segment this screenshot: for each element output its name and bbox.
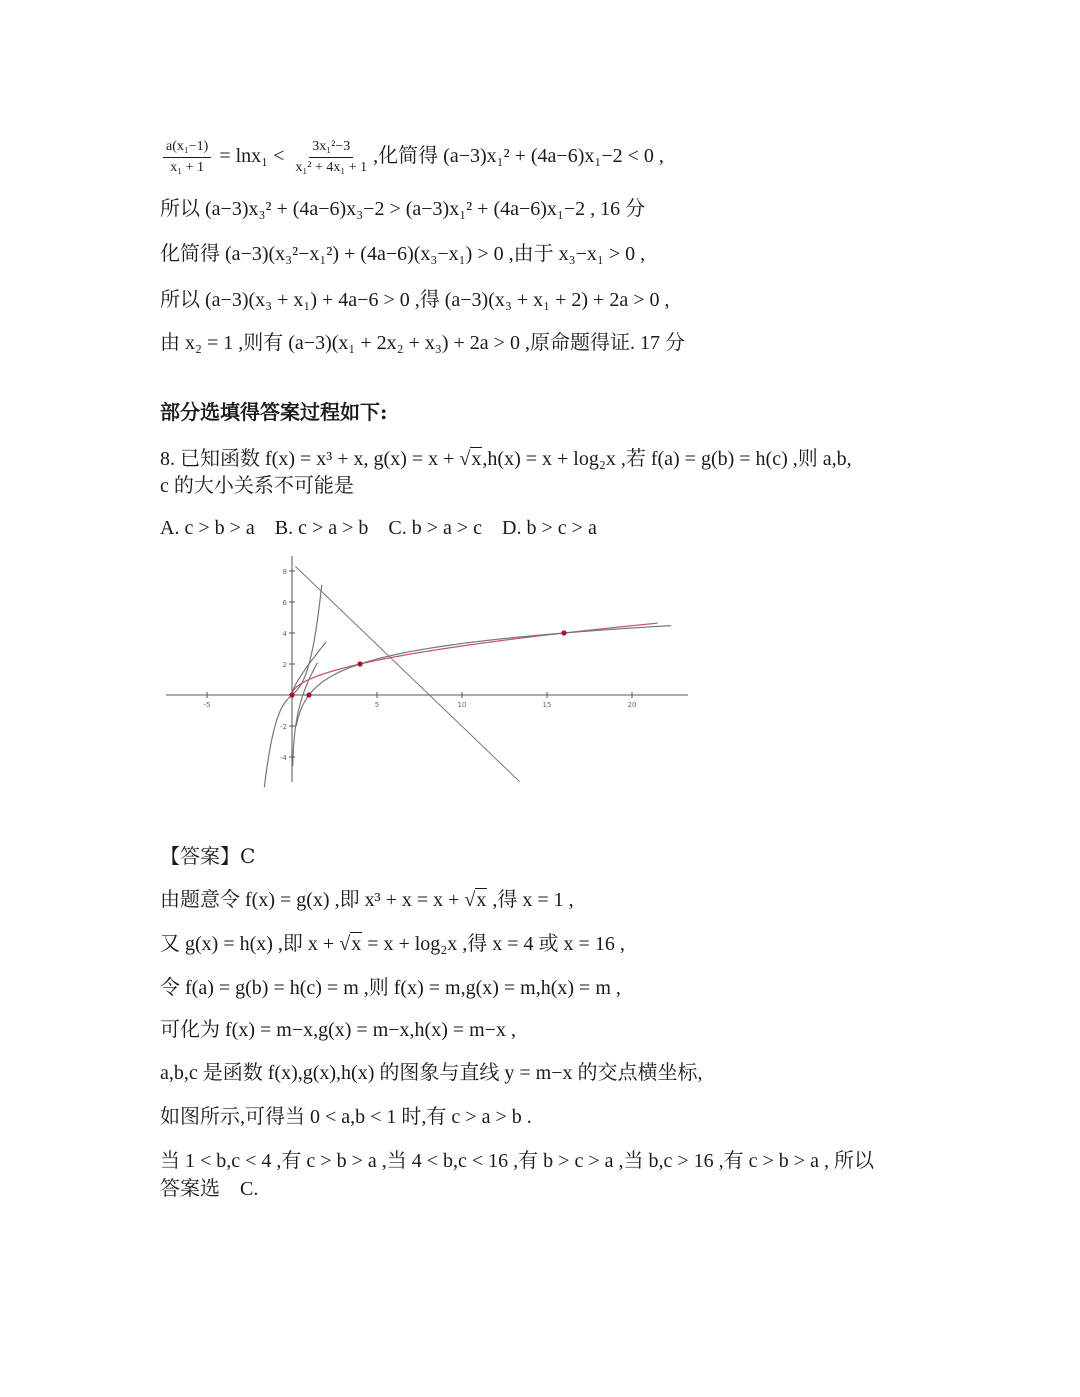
intersection-point xyxy=(289,692,294,697)
answer-line-3: 令 f(a) = g(b) = h(c) = m ,则 f(x) = m,g(x) = m,h(x) = m , xyxy=(160,977,621,999)
sqrt-expression: √x xyxy=(464,889,487,911)
y-tick-label: 6 xyxy=(282,599,287,607)
x-tick-label: 15 xyxy=(542,701,552,709)
proof-line-4: 所以 (a−3)(x₃ + x₁) + 4a−6 > 0 ,得 (a−3)(x₃ + x₁ + 2) + 2a > 0 , xyxy=(160,289,670,311)
sqrt-expression: √x xyxy=(339,933,362,955)
intersection-point xyxy=(306,692,311,697)
fraction-right: $\frac{\text{3x₁²−3}}{\text{x₁² + 4x₁ + 1}}$ xyxy=(295,139,368,175)
intersection-point xyxy=(357,661,362,666)
section-heading: 部分选填得答案过程如下: xyxy=(160,400,388,424)
answer-line-2: 又 g(x) = h(x) ,即 x + √x = x + log₂x ,得 x = 4 或 x = 16 , xyxy=(160,930,625,958)
sqrt-expression: √x xyxy=(459,448,482,470)
curve-h-steep xyxy=(293,663,318,767)
proof-line-5: 由 x₂ = 1 ,则有 (a−3)(x₁ + 2x₂ + x₃) + 2a > 0 ,原命题得证. 17 分 xyxy=(160,332,685,354)
intersection-point xyxy=(561,630,566,635)
proof-line-1: $\frac{\text{a(x₁−1)}}{\text{x₁ + 1}}$ = lnx₁ < $\frac{\text{3x₁²−3}}{\text{x₁² + 4x₁ + 1}}$ ,化简得 (a−3)x₁² + (4a−6)x₁−2 < 0 , xyxy=(160,138,664,177)
fraction-left: $\frac{\text{a(x₁−1)}}{\text{x₁ + 1}}$ xyxy=(163,138,211,177)
answer-line-5: a,b,c 是函数 f(x),g(x),h(x) 的图象与直线 y = m−x 的交点横坐标, xyxy=(160,1062,703,1084)
answer-line-7: 当 1 < b,c < 4 ,有 c > b > a ,当 4 < b,c < 16 ,有 b > c > a ,当 b,c > 16 ,有 c > b > a , 所以 xyxy=(160,1150,874,1172)
proof-line-3: 化简得 (a−3)(x₃²−x₁²) + (4a−6)(x₃−x₁) > 0 ,由于 x₃−x₁ > 0 , xyxy=(160,243,646,265)
y-tick-label: -2 xyxy=(280,723,287,731)
answer-line-8: 答案选 C. xyxy=(160,1178,259,1200)
proof-line-2: 所以 (a−3)x₃² + (4a−6)x₃−2 > (a−3)x₁² + (4a−6)x₁−2 , 16 分 xyxy=(160,198,646,220)
question-line-2: c 的大小关系不可能是 xyxy=(160,475,354,497)
function-graph xyxy=(160,550,700,790)
y-tick-label: -4 xyxy=(280,754,287,762)
answer-line-4: 可化为 f(x) = m−x,g(x) = m−x,h(x) = m−x , xyxy=(160,1019,516,1041)
question-line-1: 8. 已知函数 f(x) = x³ + x, g(x) = x + √x,h(x) = x + log₂x ,若 f(a) = g(b) = h(c) ,则 a,b, xyxy=(160,445,852,473)
line-y-m-minus-x xyxy=(295,566,519,781)
x-tick-label: -5 xyxy=(203,701,211,709)
x-tick-label: 10 xyxy=(457,701,467,709)
curve-sqrt xyxy=(292,623,658,695)
y-tick-label: 8 xyxy=(282,568,287,576)
answer-label: 【答案】C xyxy=(160,844,256,868)
question-options: A. c > b > a B. c > a > b C. b > a > c D. b > c > a xyxy=(160,517,597,539)
curve-log xyxy=(296,626,671,726)
answer-line-1: 由题意令 f(x) = g(x) ,即 x³ + x = x + √x ,得 x = 1 , xyxy=(160,886,574,914)
answer-line-6: 如图所示,可得当 0 < a,b < 1 时,有 c > a > b . xyxy=(160,1106,532,1128)
y-tick-label: 4 xyxy=(282,630,287,638)
x-tick-label: 5 xyxy=(374,701,380,709)
y-tick-label: 2 xyxy=(282,661,287,669)
x-tick-label: 20 xyxy=(627,701,637,709)
